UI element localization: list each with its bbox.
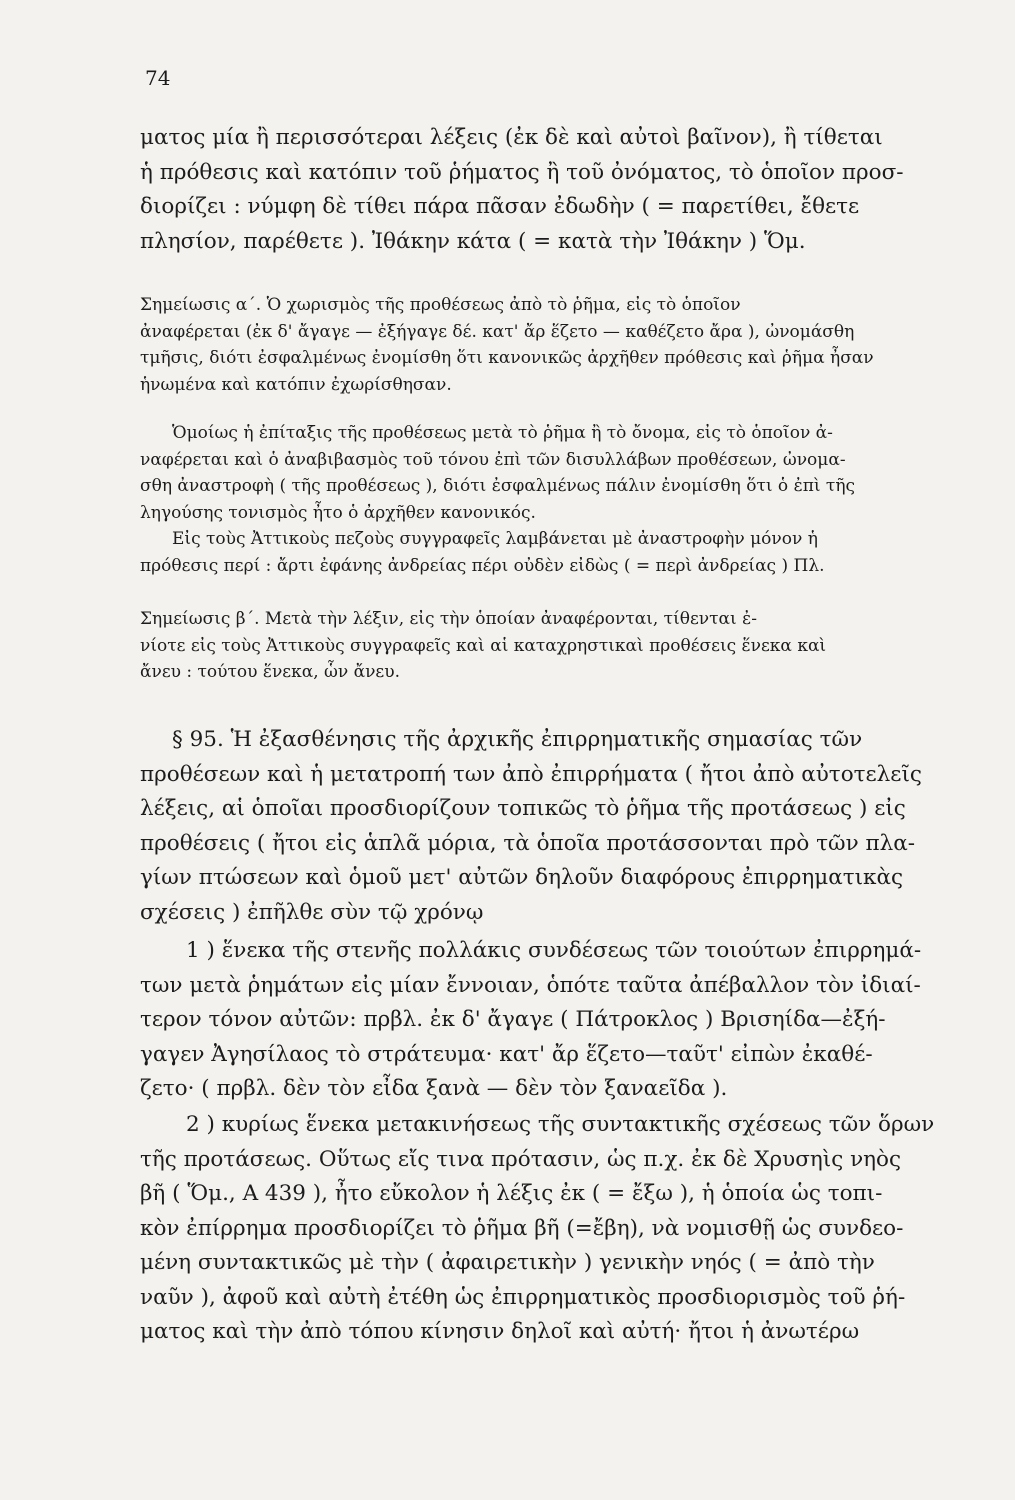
point-1 xyxy=(140,934,955,1107)
text-line: ληγούσης τονισμὸς ἦτο ὁ ἀρχῆθεν κανονικός. xyxy=(140,502,536,523)
text-line: ἡ πρόθεσις καὶ κατόπιν τοῦ ῥήματος ἢ τοῦ ὀνόματος, τὸ ὁποῖον προσ- xyxy=(140,159,904,185)
text-line: Εἰς τοὺς Ἀττικοὺς πεζοὺς συγγραφεῖς λαμβάνεται μὲ ἀναστροφὴν μόνον ἡ xyxy=(172,529,818,549)
text-line: σχέσεις ) ἐπῆλθε σὺν τῷ χρόνῳ xyxy=(140,899,484,925)
text-line: 1 ) ἕνεκα τῆς στενῆς πολλάκις συνδέσεως τῶν τοιούτων ἐπιρρημά- xyxy=(186,938,922,963)
text-line: κὸν ἐπίρρημα προσδιορίζει τὸ ῥῆμα βῆ (=ἔβη), νὰ νομισθῇ ὡς συνδεο- xyxy=(140,1215,904,1241)
text-line: τῆς προτάσεως. Οὕτως εἴς τινα πρότασιν, ὡς π.χ. ἐκ δὲ Χρυσηὶς νηὸς xyxy=(140,1146,902,1172)
text-line: ναφέρεται καὶ ὁ ἀναβιβασμὸς τοῦ τόνου ἐπὶ τῶν δισυλλάβων προθέσεων, ὠνομα- xyxy=(140,449,846,470)
text-line: βῆ ( Ὅμ., Α 439 ), ἦτο εὔκολον ἡ λέξις ἐκ ( = ἔξω ), ἡ ὁποία ὡς τοπι- xyxy=(140,1181,883,1206)
note-anastrophe xyxy=(140,420,955,579)
page-number: 74 xyxy=(145,66,171,90)
top-paragraph xyxy=(140,121,955,259)
text-line: 2 ) κυρίως ἕνεκα μετακινήσεως τῆς συντακτικῆς σχέσεως τῶν ὅρων xyxy=(186,1112,935,1137)
text-line: ἡνωμένα καὶ κατόπιν ἐχωρίσθησαν. xyxy=(140,374,452,395)
text-line: ματος μία ἢ περισσότεραι λέξεις (ἐκ δὲ καὶ αὐτοὶ βαῖνον), ἢ τίθεται xyxy=(140,125,883,150)
text-line: ἀναφέρεται (ἐκ δ' ἄγαγε — ἐξήγαγε δέ. κατ' ἄρ ἕζετο — καθέζετο ἄρα ), ὠνομάσθη xyxy=(140,321,855,342)
text-line: νίοτε εἰς τοὺς Ἀττικοὺς συγγραφεῖς καὶ αἱ καταχρηστικαὶ προθέσεις ἕνεκα καὶ xyxy=(140,635,827,656)
text-line: ματος καὶ τὴν ἀπὸ τόπου κίνησιν δηλοῖ καὶ αὐτή· ἤτοι ἡ ἀνωτέρω xyxy=(140,1319,860,1344)
text-line: γαγεν Ἀγησίλαος τὸ στράτευμα· κατ' ἄρ ἕζετο—ταῦτ' εἰπὼν ἐκαθέ- xyxy=(140,1041,873,1067)
text-line: προθέσεις ( ἤτοι εἰς ἁπλᾶ μόρια, τὰ ὁποῖα προτάσσονται πρὸ τῶν πλα- xyxy=(140,830,916,856)
text-line: ἄνευ : τούτου ἕνεκα, ὧν ἄνευ. xyxy=(140,662,400,682)
text-line: Σημείωσις α΄. Ὁ χωρισμὸς τῆς προθέσεως ἀπὸ τὸ ῥῆμα, εἰς τὸ ὁποῖον xyxy=(140,295,741,315)
text-line: τμῆσις, διότι ἐσφαλμένως ἐνομίσθη ὅτι κανονικῶς ἀρχῆθεν πρόθεσις καὶ ῥῆμα ἦσαν xyxy=(140,348,874,368)
text-line: πρόθεσις περί : ἄρτι ἐφάνης ἀνδρείας πέρι οὐδὲν εἰδὼς ( = περὶ ἀνδρείας ) Πλ. xyxy=(140,555,825,576)
text-line: ζετο· ( πρβλ. δὲν τὸν εἶδα ξανὰ — δὲν τὸν ξαναεῖδα ). xyxy=(140,1076,728,1101)
note-alpha xyxy=(140,292,955,398)
text-line: γίων πτώσεων καὶ ὁμοῦ μετ' αὐτῶν δηλοῦν διαφόρους ἐπιρρηματικὰς xyxy=(140,865,904,890)
point-2 xyxy=(140,1108,955,1350)
text-line: Ὁμοίως ἡ ἐπίταξις τῆς προθέσεως μετὰ τὸ ῥῆμα ἢ τὸ ὄνομα, εἰς τὸ ὁποῖον ἀ- xyxy=(172,423,833,443)
text-line: σθη ἀναστροφὴ ( τῆς προθέσεως ), διότι ἐσφαλμένως πάλιν ἐνομίσθη ὅτι ὁ ἐπὶ τῆς xyxy=(140,476,856,496)
text-line: προθέσεων καὶ ἡ μετατροπή των ἀπὸ ἐπιρρήματα ( ἤτοι ἀπὸ αὐτοτελεῖς xyxy=(140,761,922,787)
text-line: διορίζει : νύμφη δὲ τίθει πάρα πᾶσαν ἐδωδὴν ( = παρετίθει, ἔθετε xyxy=(140,194,860,219)
text-line: των μετὰ ῥημάτων εἰς μίαν ἔννοιαν, ὁπότε ταῦτα ἀπέβαλλον τὸν ἰδιαί- xyxy=(140,972,921,998)
note-beta xyxy=(140,606,955,686)
text-line: Σημείωσις β΄. Μετὰ τὴν λέξιν, εἰς τὴν ὁποίαν ἀναφέρονται, τίθενται ἐ- xyxy=(140,609,757,629)
text-line: τερον τόνον αὐτῶν: πρβλ. ἐκ δ' ἄγαγε ( Πάτροκλος ) Βρισηίδα—ἐξή- xyxy=(140,1007,886,1032)
text-line: μένη συντακτικῶς μὲ τὴν ( ἀφαιρετικὴν ) γενικὴν νηός ( = ἀπὸ τὴν xyxy=(140,1250,875,1275)
section-95 xyxy=(140,723,955,930)
text-line: ναῦν ), ἀφοῦ καὶ αὐτὴ ἐτέθη ὡς ἐπιρρηματικὸς προσδιορισμὸς τοῦ ῥή- xyxy=(140,1284,906,1310)
text-line: λέξεις, αἱ ὁποῖαι προσδιορίζουν τοπικῶς τὸ ῥῆμα τῆς προτάσεως ) εἰς xyxy=(140,796,906,821)
text-line: πλησίον, παρέθετε ). Ἰθάκην κάτα ( = κατὰ τὴν Ἰθάκην ) Ὅμ. xyxy=(140,228,806,254)
section-heading-line: § 95. Ἡ ἐξασθένησις τῆς ἀρχικῆς ἐπιρρηματικῆς σημασίας τῶν xyxy=(172,727,863,752)
